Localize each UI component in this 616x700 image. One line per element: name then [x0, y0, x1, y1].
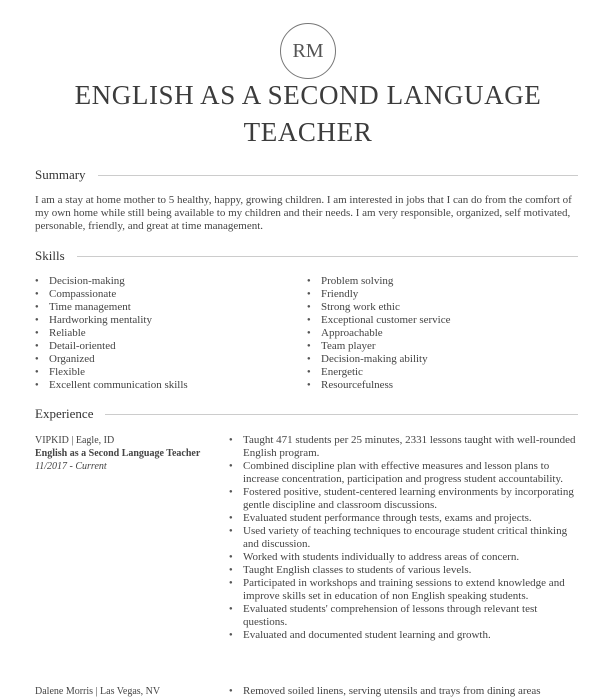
skill-item: ● Energetic — [307, 366, 451, 379]
skill-item: ● Detail-oriented — [35, 340, 188, 353]
skill-item: ● Problem solving — [307, 275, 451, 288]
job-bullet: ● Fostered positive, student-centered learning environments by incorporating gentle discipline and classroom discussions. — [229, 486, 581, 512]
skill-item: ● Resourcefulness — [307, 379, 451, 392]
job-title: English as a Second Language Teacher — [35, 448, 201, 459]
job-bullet: ● Taught 471 students per 25 minutes, 2331 lessons taught with well-rounded English program. — [229, 434, 581, 460]
summary-heading: Summary — [35, 167, 86, 182]
experience-section-header — [35, 406, 578, 422]
skill-item: ● Team player — [307, 340, 451, 353]
monogram-badge: RM — [280, 23, 336, 79]
skills-section-header — [35, 248, 578, 264]
job-employer: VIPKID | Eagle, ID — [35, 435, 115, 446]
skills-list-left — [35, 275, 188, 392]
skill-item: ● Strong work ethic — [307, 301, 451, 314]
skills-list-right — [307, 275, 451, 392]
skill-item: ● Flexible — [35, 366, 188, 379]
job-bullet: ● Evaluated students' comprehension of lessons through relevant test questions. — [229, 603, 581, 629]
section-divider — [105, 414, 578, 415]
skill-item: ● Reliable — [35, 327, 188, 340]
job-bullet: ● Taught English classes to students of various levels. — [229, 564, 581, 577]
skill-item: ● Excellent communication skills — [35, 379, 188, 392]
job-1-bullets — [229, 434, 581, 642]
job-bullet: ● Evaluated and documented student learning and growth. — [229, 629, 581, 642]
job-2-meta — [35, 685, 160, 698]
job-bullet: ● Participated in workshops and training sessions to extend knowledge and improve skills set in education of non English speaking students. — [229, 577, 581, 603]
skill-item: ● Time management — [35, 301, 188, 314]
job-bullet: ● Worked with students individually to address areas of concern. — [229, 551, 581, 564]
section-divider — [77, 256, 578, 257]
job-dates: 11/2017 - Current — [35, 461, 107, 472]
skill-item: ● Approachable — [307, 327, 451, 340]
job-bullet: ● Used variety of teaching techniques to encourage student critical thinking and discussion. — [229, 525, 581, 551]
section-divider — [98, 175, 578, 176]
resume-title-line-1: ENGLISH AS A SECOND LANGUAGE — [74, 80, 542, 110]
skill-item: ● Decision-making — [35, 275, 188, 288]
skills-heading: Skills — [35, 248, 65, 263]
summary-section-header — [35, 167, 578, 183]
job-1-meta — [35, 434, 200, 473]
skill-item: ● Friendly — [307, 288, 451, 301]
skill-item: ● Compassionate — [35, 288, 188, 301]
job-bullet: ● Removed soiled linens, serving utensils and trays from dining areas — [229, 685, 581, 698]
skill-item: ● Hardworking mentality — [35, 314, 188, 327]
experience-heading: Experience — [35, 406, 94, 421]
skill-item: ● Decision-making ability — [307, 353, 451, 366]
skill-item: ● Organized — [35, 353, 188, 366]
job-2-bullets — [229, 685, 581, 698]
summary-text: I am a stay at home mother to 5 healthy, happy, growing children. I am interested in jobs that I can do from the comfort of my own home while still being available to my children and their needs. I am very responsible, organized, self motivated, personable, friendly, and great at time management. — [35, 194, 572, 232]
job-bullet: ● Combined discipline plan with effective measures and lesson plans to increase concentration, participation and progress student accountability. — [229, 460, 581, 486]
resume-title-line-2: TEACHER — [243, 117, 373, 147]
job-bullet: ● Evaluated student performance through tests, exams and projects. — [229, 512, 581, 525]
job-employer: Dalene Morris | Las Vegas, NV — [35, 686, 161, 697]
skill-item: ● Exceptional customer service — [307, 314, 451, 327]
